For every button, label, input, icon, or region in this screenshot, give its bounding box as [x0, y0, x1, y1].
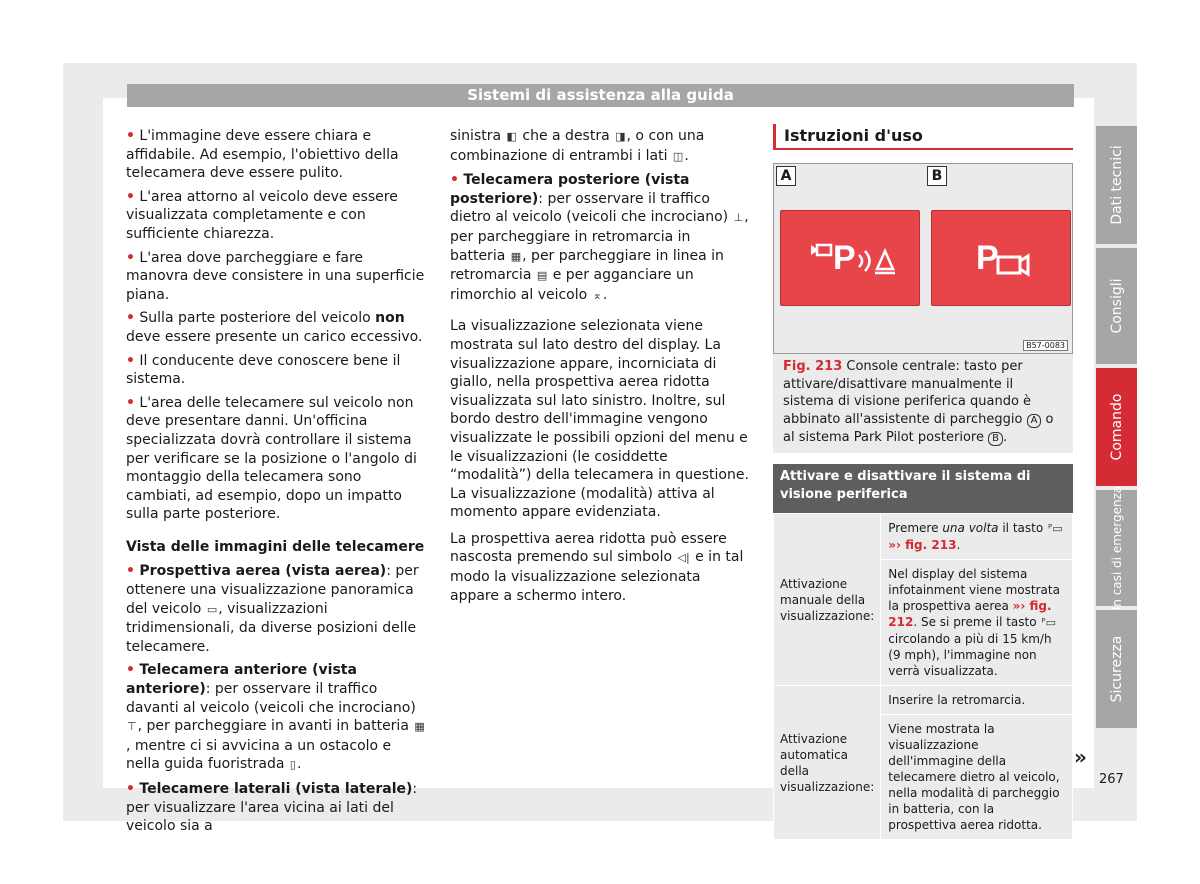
list-item: • L'area attorno al veicolo deve essere visualizzata completamente e con sufficiente chiarezza.	[126, 188, 398, 242]
tab-comando[interactable]: Comando	[1096, 368, 1137, 486]
table-cell: Premere una volta il tasto ᴾ▭ »› fig. 213.	[881, 514, 1073, 560]
table-cell: Viene mostrata la visualizzazione dell'immagine della telecamere dietro al veicolo, nella modalità di parcheggio in batteria, con la prospettiva aerea ridotta.	[881, 715, 1073, 840]
table-row	[774, 686, 1073, 715]
middle-column	[450, 127, 750, 610]
list-item: • Telecamere laterali (vista laterale): per visualizzare l'area vicina ai lati del veicolo sia a	[126, 781, 418, 835]
table-title: Attivare e disattivare il sistema di visione periferica	[773, 464, 1073, 513]
continue-chevrons: »	[1074, 745, 1087, 769]
tab-sicurezza[interactable]: Sicurezza	[1096, 610, 1137, 728]
table-cell-label: Attivazione manuale della visualizzazione:	[774, 514, 881, 686]
list-item: • Prospettiva aerea (vista aerea): per ottenere una visualizzazione panoramica del veicolo ▭, visualizzazioni tridimensionali, da diverse posizioni delle telecamere.	[126, 563, 419, 655]
list-item: • Il conducente deve conoscere bene il sistema.	[126, 352, 401, 388]
cross-traffic-front-icon: ⊤	[127, 720, 137, 734]
bay-parking-icon: ▦	[414, 720, 425, 734]
camera-button-icon: ᴾ▭	[1041, 616, 1056, 629]
left-column	[126, 127, 426, 841]
tab-dati-tecnici[interactable]: Dati tecnici	[1096, 126, 1137, 244]
list-item: • Telecamera posteriore (vista posteriore): per osservare il traffico dietro al veicolo (veicoli che incrociano) ⊥, per parcheggiare in retromarcia in batteria ▦, per parcheggiare in linea in retromarcia ▤ e per agganciare un rimorchio al veicolo ⌅.	[450, 171, 750, 305]
list-item: • L'area delle telecamere sul veicolo non deve presentare danni. Un'officina specializzata dovrà controllare il sistema per verificare se la posizione o l'angolo di montaggio della telecamera sono cambiati, ad esempio, dopo un impatto sulla parte posteriore.	[126, 394, 417, 523]
park-pilot-button-panel	[931, 210, 1071, 306]
table-cell-label: Attivazione automatica della visualizzazione:	[774, 686, 881, 840]
figure-label-a: A	[776, 166, 796, 186]
collapse-view-icon: ◁|	[677, 551, 690, 565]
park-pilot-camera-icon	[932, 211, 1072, 307]
paragraph: La prospettiva aerea ridotta può essere nascosta premendo sul simbolo ◁| e in tal modo la visualizzazione selezionata appare a schermo intero.	[450, 530, 744, 604]
figure-213	[773, 163, 1073, 354]
park-assist-camera-icon	[781, 211, 921, 307]
svg-text:P: P	[833, 239, 856, 277]
key-a-icon: A	[1027, 414, 1042, 428]
instructions-title: Istruzioni d'uso	[773, 124, 1073, 150]
paragraph: La visualizzazione selezionata viene mostrata sul lato destro del display. La visualizzazione appare, incorniciata di giallo, nella prospettiva aerea ridotta visualizzata sul lato sinistro. Inoltre, sul bordo destro dell'immagine vengono visualizzate le possibili opzioni del menu e le visualizzazioni (le cosiddette “modalità”) della telecamera in questione. La visualizzazione (modalità) attiva al momento appare evidenziata.	[450, 318, 749, 521]
parallel-parking-icon: ▤	[536, 269, 548, 283]
table-cell: Inserire la retromarcia.	[881, 686, 1073, 715]
svg-text:P: P	[976, 239, 999, 277]
list-item: • Sulla parte posteriore del veicolo non deve essere presente un carico eccessivo.	[126, 310, 423, 345]
both-sides-view-icon: ◫	[672, 149, 684, 163]
key-b-icon: B	[988, 432, 1003, 446]
camera-button-icon: ᴾ▭	[1048, 522, 1063, 535]
figure-code: B57-0083	[1023, 340, 1068, 351]
figure-caption: Fig. 213 Console centrale: tasto per attivare/disattivare manualmente il sistema di visione periferica quando è abbinato all'assistente di parcheggio A o al sistema Park Pilot posteriore B .	[773, 354, 1073, 453]
paragraph: sinistra ◧ che a destra ◨, o con una combinazione di entrambi i lati ◫.	[450, 127, 750, 166]
figure-label-b: B	[927, 166, 947, 186]
page-number: 267	[1099, 772, 1124, 787]
left-side-view-icon: ◧	[506, 130, 517, 143]
offroad-icon: ▯	[289, 758, 296, 772]
cross-traffic-rear-icon: ⊥	[733, 211, 744, 225]
park-assist-button-panel	[780, 210, 920, 306]
reverse-bay-parking-icon: ▦	[510, 249, 522, 263]
section-header: Sistemi di assistenza alla guida	[127, 84, 1074, 107]
list-item: • Telecamera anteriore (vista anteriore): per osservare il traffico davanti al veicolo (veicoli che incrociano) ⊤, per parcheggiare in avanti in batteria ▦, mentre ci si avvicina a un ostacolo e nella guida fuoristrada ▯.	[126, 661, 426, 775]
list-item: • L'area dove parcheggiare e fare manovra deve consistere in una superficie piana.	[126, 249, 425, 303]
subheading: Vista delle immagini delle telecamere	[126, 538, 425, 555]
tab-consigli[interactable]: Consigli	[1096, 248, 1137, 364]
aerial-view-icon: ▭	[206, 602, 218, 616]
tab-in-casi-di-emergenza[interactable]: In casi di emergenza	[1096, 490, 1137, 606]
activation-table	[773, 513, 1073, 840]
list-item: • L'immagine deve essere chiara e affidabile. Ad esempio, l'obiettivo della telecamera deve essere pulito.	[126, 128, 399, 182]
table-row	[774, 514, 1073, 560]
right-side-view-icon: ◨	[615, 130, 626, 143]
table-cell: Nel display del sistema infotainment viene mostrata la prospettiva aerea »› fig. 212. Se si preme il tasto ᴾ▭ circolando a più di 15 km/h (9 mph), l'immagine non verrà visualizzata.	[881, 560, 1073, 686]
trailer-hitch-icon: ⌅	[592, 288, 602, 302]
